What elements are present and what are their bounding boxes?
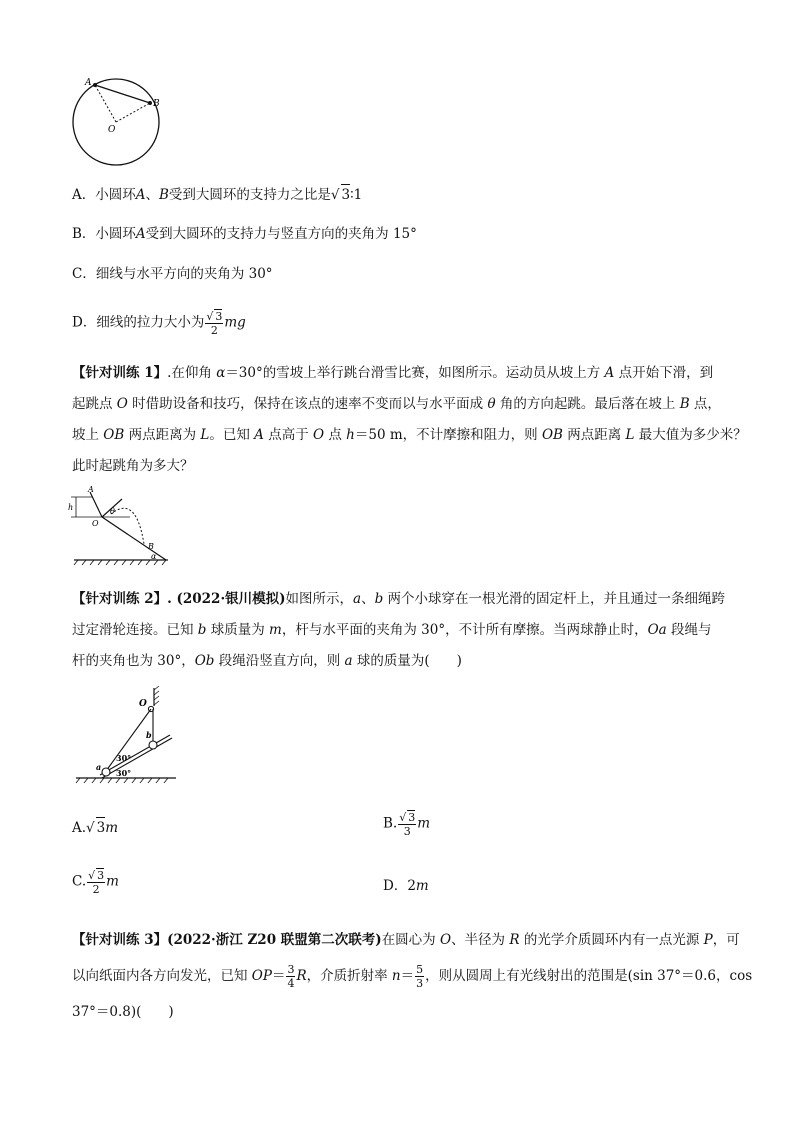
option-c: C．细线与水平方向的夹角为 30° (72, 266, 273, 282)
fig2-label-h: h (68, 503, 74, 512)
fig2-label-alpha: α (151, 552, 157, 561)
rod-pulley-figure (70, 684, 180, 784)
circle-figure (68, 72, 168, 172)
fig2-label-o: O (92, 519, 99, 528)
fig1-label-a: A (85, 78, 92, 88)
fig3-label-a: a (96, 762, 102, 772)
t2-option-d: D．2m (383, 878, 429, 894)
fig1-label-b: B (153, 99, 160, 109)
fig3-label-angle1: 30° (116, 753, 132, 763)
training-3: 【针对训练 3】(2022·浙江 Z20 联盟第二次联考)在圆心为 O、半径为 R 的光学介质圆环内有一点光源 P，可 以向纸面内各方向发光，已知 OP＝ $\frac{3}{4}$ R，介质折射率 n＝ $\frac{5}{3}$ ，则从圆周上有光线射出的范围是(sin 37°＝0.6，cos 37°＝0.8)( ) (72, 932, 753, 1020)
ski-slope-figure (66, 484, 176, 570)
fig1-label-o: O (108, 125, 116, 135)
training-1: 【针对训练 1】.在仰角 α＝30°的雪坡上举行跳台滑雪比赛，如图所示。运动员从坡上方 A 点开始下滑，到 起跳点 O 时借助设备和技巧，保持在该点的速率不变而以与水平面成 θ 角的方向起跳。最后落在坡上 B 点， 坡上 OB 两点距离为 L。已知 A 点高于 O 点 h＝50 m，不计摩擦和阻力，则 OB 两点距离 L 最大值为多少米？ 此时起跳角为多大？ (72, 365, 747, 474)
option-b: B．小圆环A受到大圆环的支持力与竖直方向的夹角为 15° (72, 226, 417, 242)
option-d: D．细线的拉力大小为 $\frac{√ 3}{2}$ mg (72, 310, 246, 337)
fig2-label-b: B (148, 542, 154, 551)
option-a: A．小圆环A、B受到大圆环的支持力之比是√ 3∶1 (72, 184, 362, 205)
fig2-label-theta: θ (110, 507, 115, 516)
t2-option-c: C. $\frac{√ 3}{2}$ m (72, 869, 119, 896)
fig2-label-a: A (88, 485, 94, 494)
t2-option-b: B. $\frac{√ 3}{3}$ m (383, 811, 431, 838)
fig3-label-angle2: 30° (116, 768, 132, 778)
fig3-label-o: O (139, 699, 147, 709)
t2-option-a: A.√ 3m (72, 817, 118, 838)
fig3-label-b: b (146, 730, 152, 740)
training-2: 【针对训练 2】. (2022·银川模拟)如图所示，a、b 两个小球穿在一根光滑的固定杆上，并且通过一条细绳跨 过定滑轮连接。已知 b 球质量为 m，杆与水平面的夹角为 30°，不计所有摩擦。当两球静止时，Oa 段绳与 杆的夹角也为 30°，Ob 段绳沿竖直方向，则 a 球的质量为( ) (72, 591, 726, 669)
